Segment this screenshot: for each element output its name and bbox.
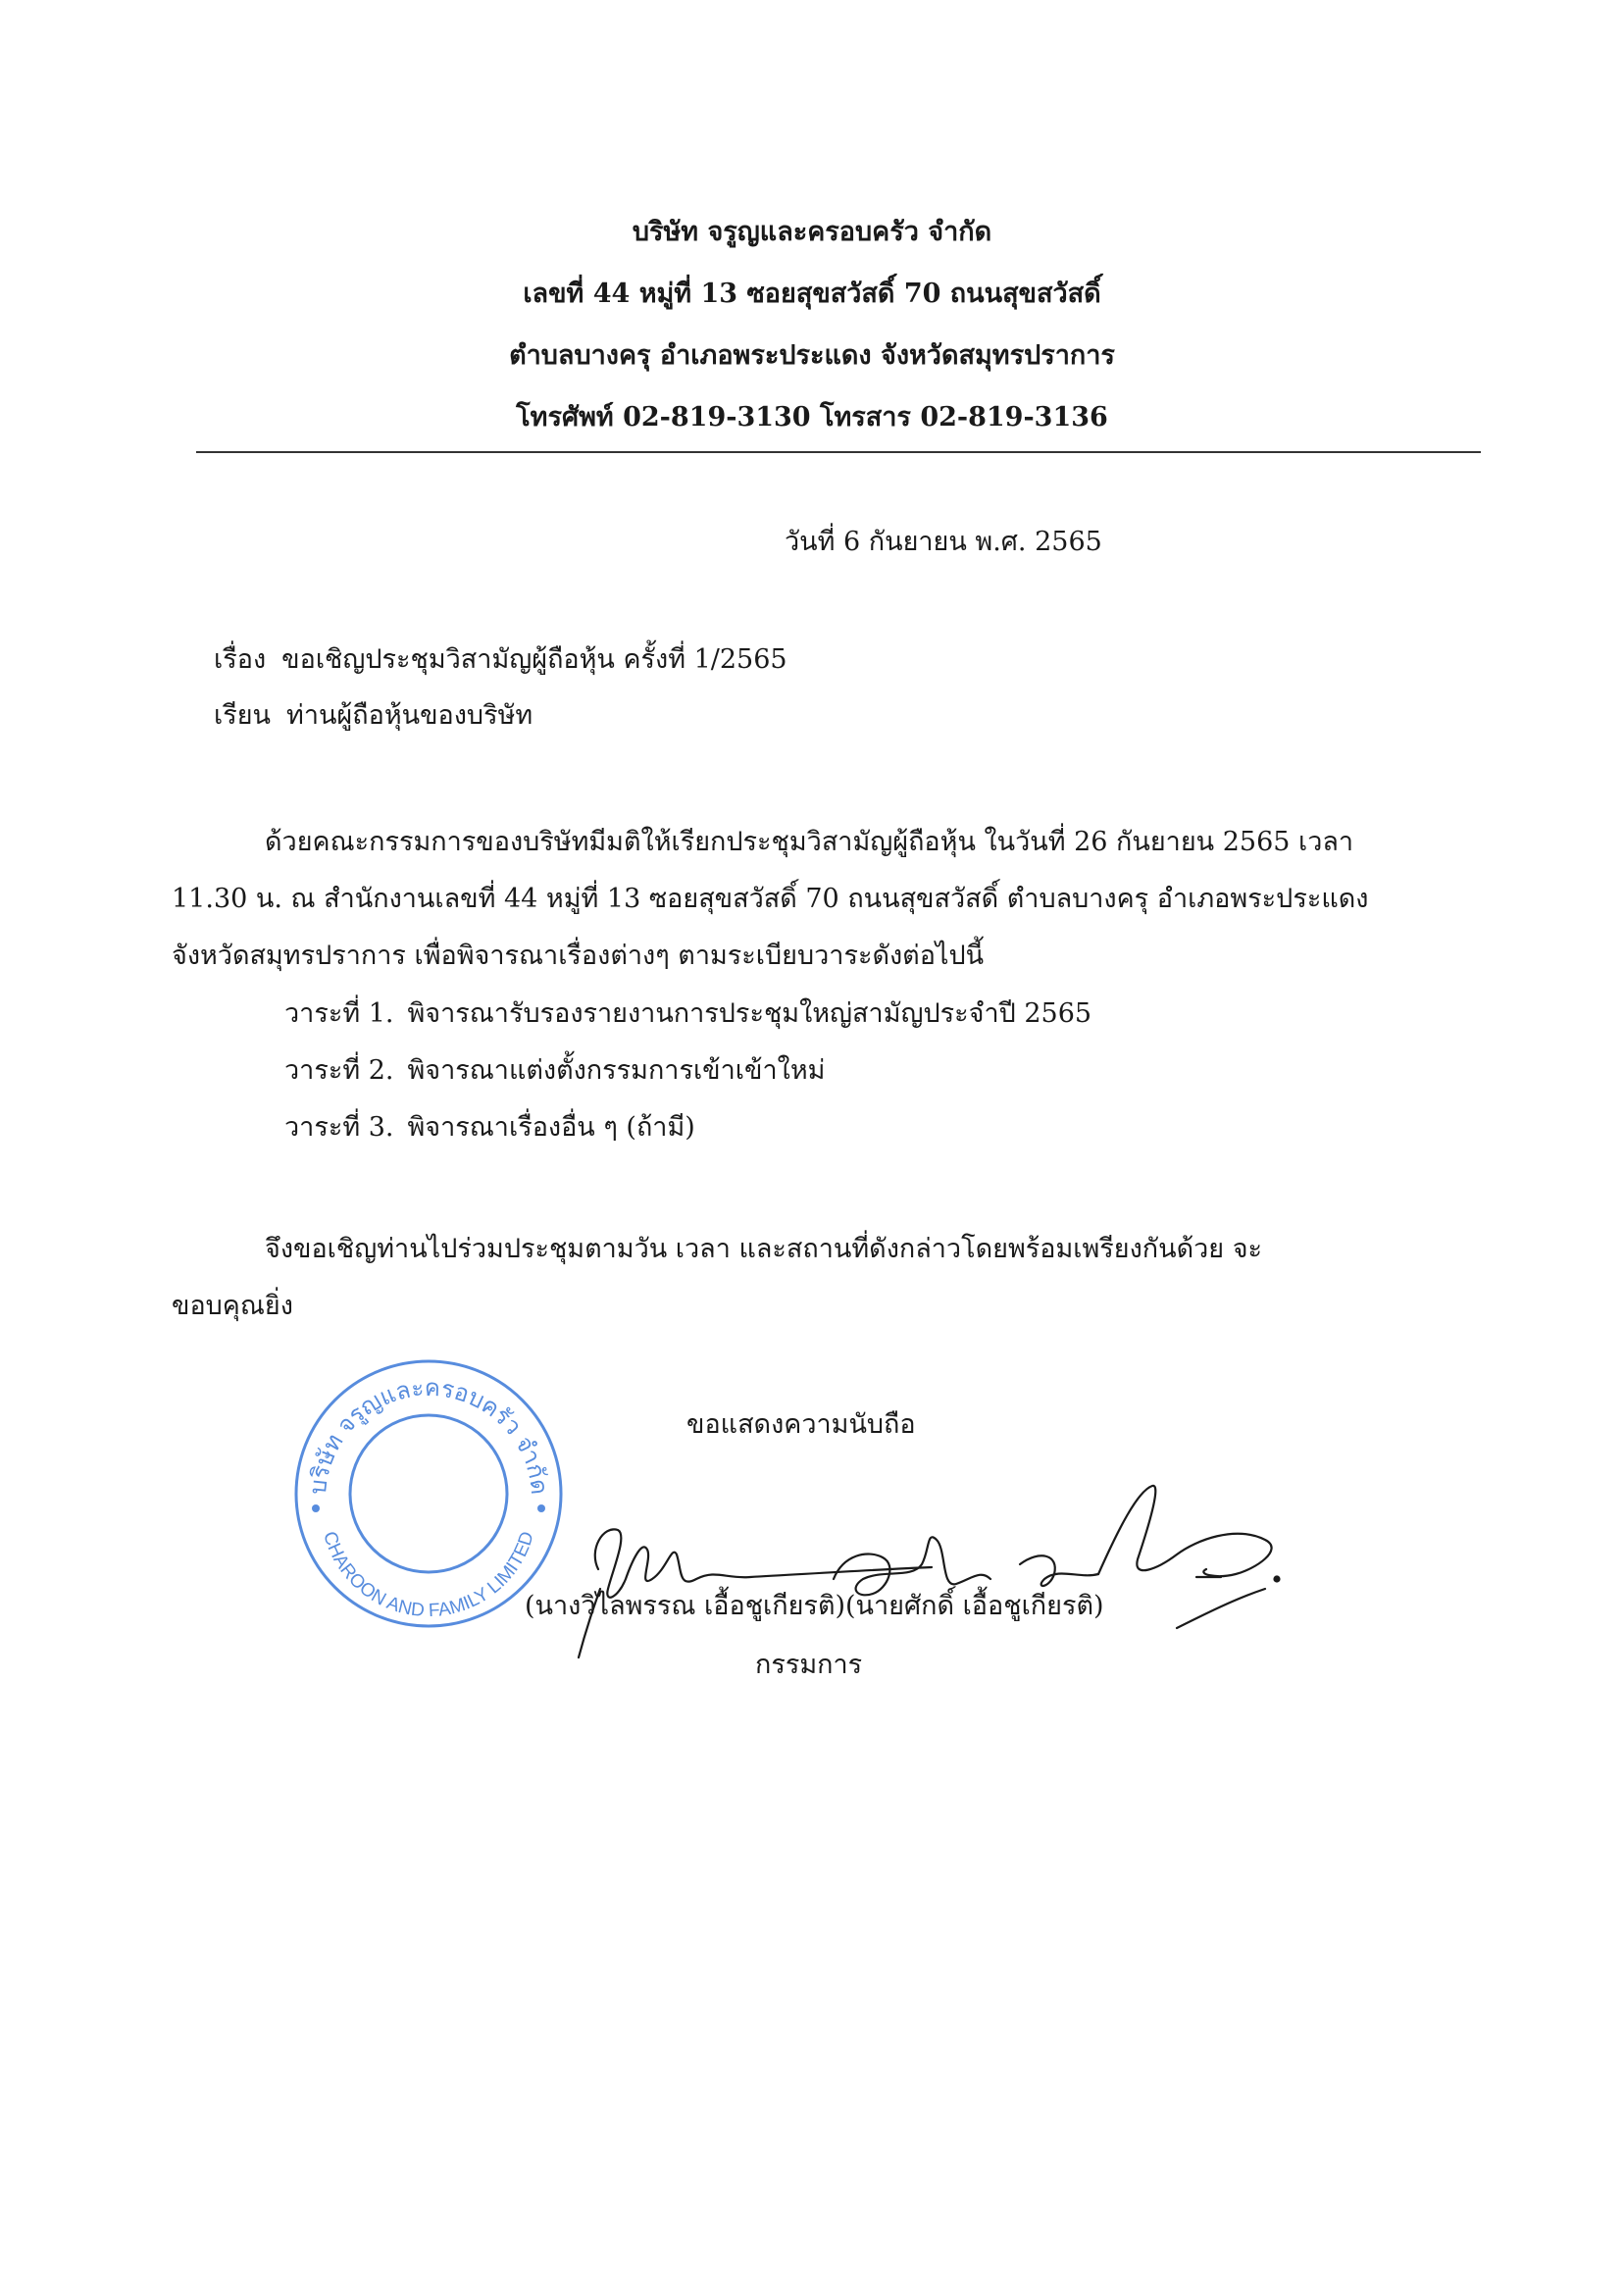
salutation-line xyxy=(214,693,533,736)
seal-inner-ring xyxy=(350,1415,507,1572)
closing-line: ขอบคุณยิ่ง xyxy=(172,1291,293,1321)
body-paragraph xyxy=(172,814,1437,985)
header-divider xyxy=(196,451,1481,453)
subject-line xyxy=(214,637,787,680)
body-line: 11.30 น. ณ สำนักงานเลขที่ 44 หมู่ที่ 13 ซอยสุขสวัสดิ์ 70 ถนนสุขสวัสดิ์ ตำบลบางครุ อำเภอพระประแดง xyxy=(172,884,1369,914)
signatory-names: (นางวิไลพรรณ เอื้อชูเกียรติ)(นายศักดิ์ เอื้อชูเกียรติ) xyxy=(525,1591,1104,1621)
seal-bottom-text: CHAROON AND FAMILY LIMITED xyxy=(319,1529,538,1622)
subject-label: เรื่อง xyxy=(214,644,267,675)
body-line: ด้วยคณะกรรมการของบริษัทมีมติให้เรียกประชุมวิสามัญผู้ถือหุ้น ในวันที่ 26 กันยายน 2565 เวลา xyxy=(265,827,1354,857)
body-line: จังหวัดสมุทรปราการ เพื่อพิจารณาเรื่องต่างๆ ตามระเบียบวาระดังต่อไปนี้ xyxy=(172,941,985,971)
closing-paragraph xyxy=(172,1221,1437,1335)
company-address-line2: ตำบลบางครุ อำเภอพระประแดง จังหวัดสมุทรปราการ xyxy=(509,340,1115,371)
agenda-text: พิจารณาแต่งตั้งกรรมการเข้าเข้าใหม่ xyxy=(407,1055,826,1086)
seal-top-text: บริษัท จรูญและครอบครัว จำกัด xyxy=(304,1374,553,1497)
agenda-text: พิจารณารับรองรายงานการประชุมใหญ่สามัญประจำปี 2565 xyxy=(407,998,1092,1029)
agenda-text: พิจารณาเรื่องอื่น ๆ (ถ้ามี) xyxy=(407,1112,695,1143)
company-address-line1: เลขที่ 44 หมู่ที่ 13 ซอยสุขสวัสดิ์ 70 ถนนสุขสวัสดิ์ xyxy=(523,279,1101,309)
signature-3-stroke xyxy=(1177,1589,1265,1628)
seal-star-dot xyxy=(312,1504,320,1512)
salutation-label: เรียน xyxy=(214,700,272,731)
agenda-item xyxy=(284,986,1091,1043)
agenda-item xyxy=(284,1099,1091,1156)
salutation-text: ท่านผู้ถือหุ้นของบริษัท xyxy=(286,700,533,731)
letterhead xyxy=(0,201,1624,448)
closing-line: จึงขอเชิญท่านไปร่วมประชุมตามวัน เวลา และสถานที่ดังกล่าวโดยพร้อมเพรียงกันด้วย จะ xyxy=(265,1234,1263,1264)
handwritten-signatures xyxy=(510,1432,1285,1667)
signatory-position: กรรมการ xyxy=(755,1650,863,1680)
letter-date: วันที่ 6 กันยายน พ.ศ. 2565 xyxy=(785,527,1102,557)
agenda-item xyxy=(284,1043,1091,1099)
subject-text: ขอเชิญประชุมวิสามัญผู้ถือหุ้น ครั้งที่ 1/2565 xyxy=(281,644,787,675)
signature-dot xyxy=(1275,1577,1280,1582)
agenda-number: วาระที่ 2. xyxy=(284,1055,394,1086)
agenda-number: วาระที่ 1. xyxy=(284,998,394,1029)
regards-text: ขอแสดงความนับถือ xyxy=(686,1409,916,1440)
company-name: บริษัท จรูญและครอบครัว จำกัด xyxy=(632,217,992,247)
signature-3 xyxy=(1098,1486,1272,1576)
company-contact: โทรศัพท์ 02-819-3130 โทรสาร 02-819-3136 xyxy=(516,402,1108,433)
agenda-list xyxy=(284,986,1091,1156)
signature-2-mark xyxy=(1020,1555,1098,1586)
agenda-number: วาระที่ 3. xyxy=(284,1112,394,1143)
